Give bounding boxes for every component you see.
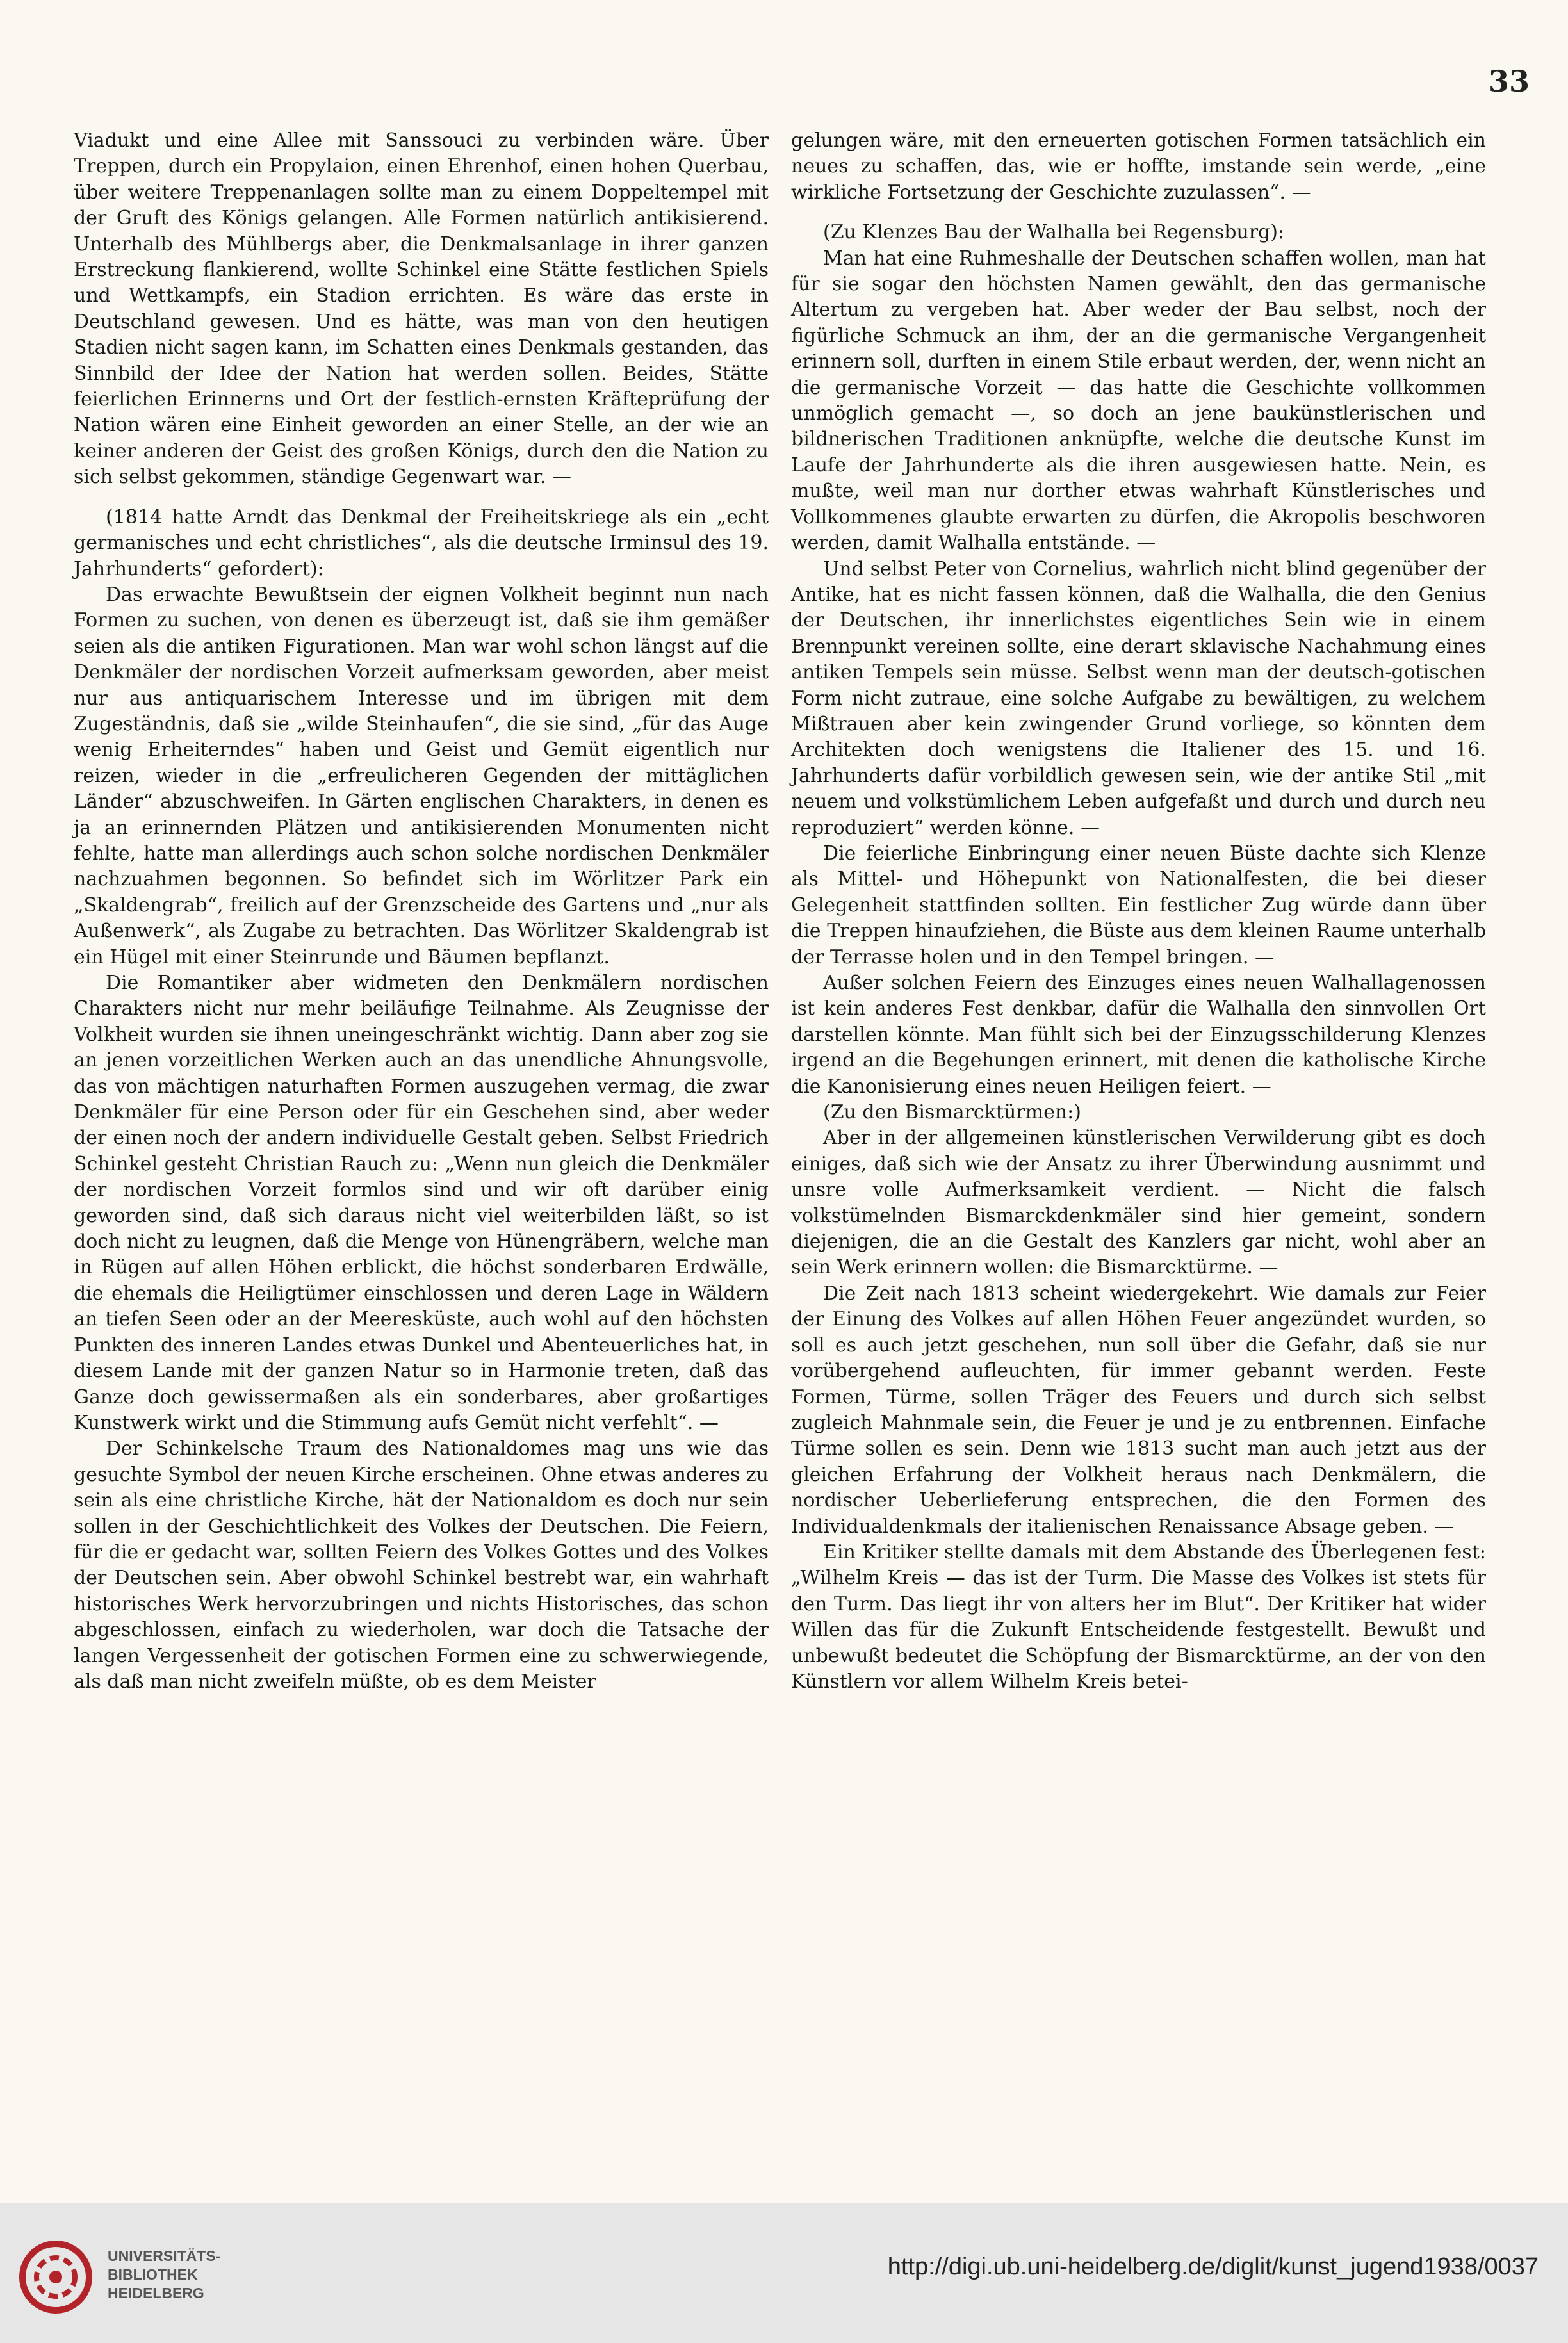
library-footer (0, 2203, 1568, 2343)
paragraph: Aber in der allgemeinen künstlerischen Verwilderung gibt es doch einiges, daß sich wie der Ansatz zu ihrer Überwindung ausnimmt und unsre volle Aufmerksamkeit verdient. — Nicht die falsch volkstümelnden Bismarckdenkmäler sind hier gemeint, sondern diejenigen, die an die Gestalt des Kanzlers gar nicht, wohl aber an sein Werk erinnern wollen: die Bismarcktürme. — (791, 1127, 1486, 1279)
paragraph: Die Romantiker aber widmeten den Denkmälern nordischen Charakters nicht nur mehr beiläufige Teilnahme. Als Zeugnisse der Volkheit wurden sie ihnen uneingeschränkt wichtig. Dann aber zog sie an jenen vorzeitlichen Werken auch an das unendliche Ahnungsvolle, das von mächtigen naturhaften Formen auszugehen vermag, die zwar Denkmäler für eine Person oder für ein Geschehen sind, aber weder der einen noch der andern individuelle Gestalt geben. Selbst Friedrich Schinkel gesteht Christian Rauch zu: „Wenn nun gleich die Denkmäler der nordischen Vorzeit formlos sind und wir oft darüber einig geworden sind, daß sich daraus nicht viel weiterbilden läßt, so ist doch nicht zu leugnen, daß die Menge von Hünengräbern, welche man in Rügen auf allen Höhen erblickt, die höchst sonderbaren Erdwälle, die ehemals die Heiligtümer einschlossen und deren Lage in Wäldern an tiefen Seen oder an der Meeresküste, auch wohl auf den höchsten Punkten des inneren Landes etwas Dunkel und Abenteuerliches hat, in diesem Lande mit der ganzen Natur so in Harmonie treten, daß das Ganze doch gewissermaßen als ein sonderbares, aber großartiges Kunstwerk wirkt und die Stimmung aufs Gemüt nicht verfehlt“. — (74, 972, 769, 1434)
left-column (74, 128, 769, 1695)
library-logo-text (108, 2247, 220, 2303)
paragraph: (1814 hatte Arndt das Denkmal der Freiheitskriege als ein „echt germanisches und echt christliches“, als die deutsche Irminsul des 19. Jahrhunderts“ gefordert): (74, 505, 769, 580)
paragraph: Und selbst Peter von Cornelius, wahrlich nicht blind gegenüber der Antike, hat es nicht fassen können, daß die Walhalla, die den Genius der Deutschen, ihr innerlichstes eigentliches Sein wie in einem Brennpunkt vereinen sollte, eine derart sklavische Nachahmung eines antiken Tempels sein müsse. Selbst wenn man der deutsch-gotischen Form nicht zutraue, eine solche Aufgabe zu bewältigen, zu welchem Mißtrauen aber kein zwingender Grund vorliege, so könnten dem Architekten doch wenigstens die Italiener des 15. und 16. Jahrhunderts dafür vorbildlich gewesen sein, wie der antike Stil „mit neuem und volkstümlichem Leben aufgefaßt und durch und durch neu reproduziert“ werden könne. — (791, 557, 1486, 839)
logo-line: BIBLIOTHEK (108, 2266, 198, 2283)
university-seal-icon (18, 2239, 94, 2315)
paragraph: (Zu den Bismarcktürmen:) (823, 1101, 1081, 1124)
logo-line: HEIDELBERG (108, 2285, 204, 2301)
source-url[interactable]: http://digi.ub.uni-heidelberg.de/diglit/kunst_jugend1938/0037 (887, 2253, 1539, 2280)
paragraph: Die Zeit nach 1813 scheint wiedergekehrt. Wie damals zur Feier der Einung des Volkes auf allen Höhen Feuer angezündet wurden, so soll es auch jetzt geschehen, nun soll über die Gefahr, daß sie nur vorübergehend aufleuchten, für immer gebannt werden. Feste Formen, Türme, sollen Träger des Feuers und durch sich selbst zugleich Mahnmale sein, die Feuer je und je zu entbrennen. Einfache Türme sollen es sein. Denn wie 1813 sucht man auch jetzt aus der gleichen Erfahrung der Volkheit heraus nach Denkmälern, die nordischer Ueberlieferung entsprechen, die den Formen des Individualdenkmals der italienischen Renaissance Absage geben. — (791, 1282, 1486, 1538)
page-number: 33 (1488, 64, 1530, 99)
paragraph: gelungen wäre, mit den erneuerten gotischen Formen tatsächlich ein neues zu schaffen, das, wie er hoffte, imstande sein werde, „eine wirkliche Fortsetzung der Geschichte zuzulassen“. — (791, 129, 1486, 204)
paragraph: (Zu Klenzes Bau der Walhalla bei Regensburg): (823, 221, 1285, 244)
paragraph: Die feierliche Einbringung einer neuen Büste dachte sich Klenze als Mittel- und Höhepunkt von Nationalfesten, die bei dieser Gelegenheit stattfinden sollten. Ein festlicher Zug würde dann über die Treppen hinaufziehen, die Büste aus dem kleinen Raume unterhalb der Terrasse holen und in den Tempel bringen. — (791, 842, 1486, 968)
paragraph: Das erwachte Bewußtsein der eignen Volkheit beginnt nun nach Formen zu suchen, von denen es überzeugt ist, daß sie ihm gemäßer seien als die antiken Figurationen. Man war wohl schon längst auf die Denkmäler der nordischen Vorzeit aufmerksam geworden, aber meist nur aus antiquarischem Interesse und im übrigen mit dem Zugeständnis, daß sie „wilde Steinhaufen“, die sie sind, „für das Auge wenig Erheiterndes“ haben und Geist und Gemüt eigentlich nur reizen, wieder in die „erfreulicheren Gegenden der mittäglichen Länder“ abzuschweifen. In Gärten englischen Charakters, in denen es ja an erinnernden Plätzen und antikisierenden Monumenten nicht fehlte, hatte man allerdings auch schon solche nordischen Denkmäler nachzuahmen begonnen. So befindet sich im Wörlitzer Park ein „Skaldengrab“, freilich auf der Grenzscheide des Gartens und „nur als Außenwerk“, als Zugabe zu betrachten. Das Wörlitzer Skaldengrab ist ein Hügel mit einer Steinrunde und Bäumen bepflanzt. (74, 583, 769, 968)
paragraph: Der Schinkelsche Traum des Nationaldomes mag uns wie das gesuchte Symbol der neuen Kirche erscheinen. Ohne etwas anderes zu sein als eine christliche Kirche, hät der Nationaldom es doch nur sein sollen in der Geschichtlichkeit des Volkes der Deutschen. Die Feiern, für die er gedacht war, sollten Feiern des Volkes Gottes und des Volkes der Deutschen sein. Aber obwohl Schinkel bestrebt war, ein wahrhaft historisches Werk hervorzubringen und nichts Historisches, das schon abgeschlossen, einfach zu wiederholen, war doch die Tatsache der langen Vergessenheit der gotischen Formen eine zu schwerwiegende, als daß man nicht zweifeln müßte, ob es dem Meister (74, 1437, 769, 1693)
paragraph: Viadukt und eine Allee mit Sanssouci zu verbinden wäre. Über Treppen, durch ein Propylaion, einen Ehrenhof, einen hohen Querbau, über weitere Treppenanlagen sollte man zu einem Doppeltempel mit der Gruft des Königs gelangen. Alle Formen natürlich antikisierend. Unterhalb des Mühlbergs aber, die Denkmalsanlage in ihrer ganzen Erstreckung flankierend, wollte Schinkel eine Stätte festlichen Spiels und Wettkampfs, ein Stadion errichten. Es wäre das erste in Deutschland gewesen. Und es hätte, was man von den heutigen Stadien nicht sagen kann, im Schatten eines Denkmals gestanden, das Sinnbild der Idee der Nation hat werden sollen. Beides, Stätte feierlichen Erinnerns und Ort der festlich-ernsten Kräfteprüfung der Nation wären eine Einheit geworden an einer Stelle, an der wie an keiner anderen der Geist des großen Königs, durch den die Nation zu sich selbst gekommen, ständige Gegenwart war. — (74, 129, 769, 489)
paragraph: Außer solchen Feiern des Einzuges eines neuen Walhallagenossen ist kein anderes Fest denkbar, dafür die Walhalla den sinnvollen Ort darstellen könnte. Man fühlt sich bei der Einzugsschilderung Klenzes irgend an die Begehungen erinnert, mit denen die katholische Kirche die Kanonisierung eines neuen Heiligen feiert. — (791, 972, 1486, 1098)
paragraph: Man hat eine Ruhmeshalle der Deutschen schaffen wollen, man hat für sie sogar den höchsten Namen gewählt, den das germanische Altertum zu vergeben hat. Aber weder der Bau selbst, noch der figürliche Schmuck an ihm, der an die germanische Vergangenheit erinnern soll, durften in einem Stile erbaut werden, der, wenn nicht an die germanische Vorzeit — das hatte die Geschichte vollkommen unmöglich gemacht —, so doch an jene baukünstlerischen und bildnerischen Traditionen anknüpfte, welche die deutsche Kunst im Laufe der Jahrhunderte als die ihren ausgewiesen hatte. Nein, es mußte, weil man nur dorther etwas wahrhaft Künstlerisches und Vollkommenes glaubte erwarten zu dürfen, die Akropolis beschworen werden, damit Walhalla entstände. — (791, 247, 1486, 555)
paragraph: Ein Kritiker stellte damals mit dem Abstande des Überlegenen fest: „Wilhelm Kreis — das ist der Turm. Die Masse des Volkes ist stets für den Turm. Das liegt ihr von alters her im Blut“. Der Kritiker hat wider Willen das für die Zukunft Entscheidende festgestellt. Bewußt und unbewußt bedeutet die Schöpfung der Bismarcktürme, an der von den Künstlern vor allem Wilhelm Kreis betei- (791, 1540, 1486, 1693)
logo-line: UNIVERSITÄTS- (108, 2248, 221, 2264)
right-column (791, 128, 1486, 1695)
